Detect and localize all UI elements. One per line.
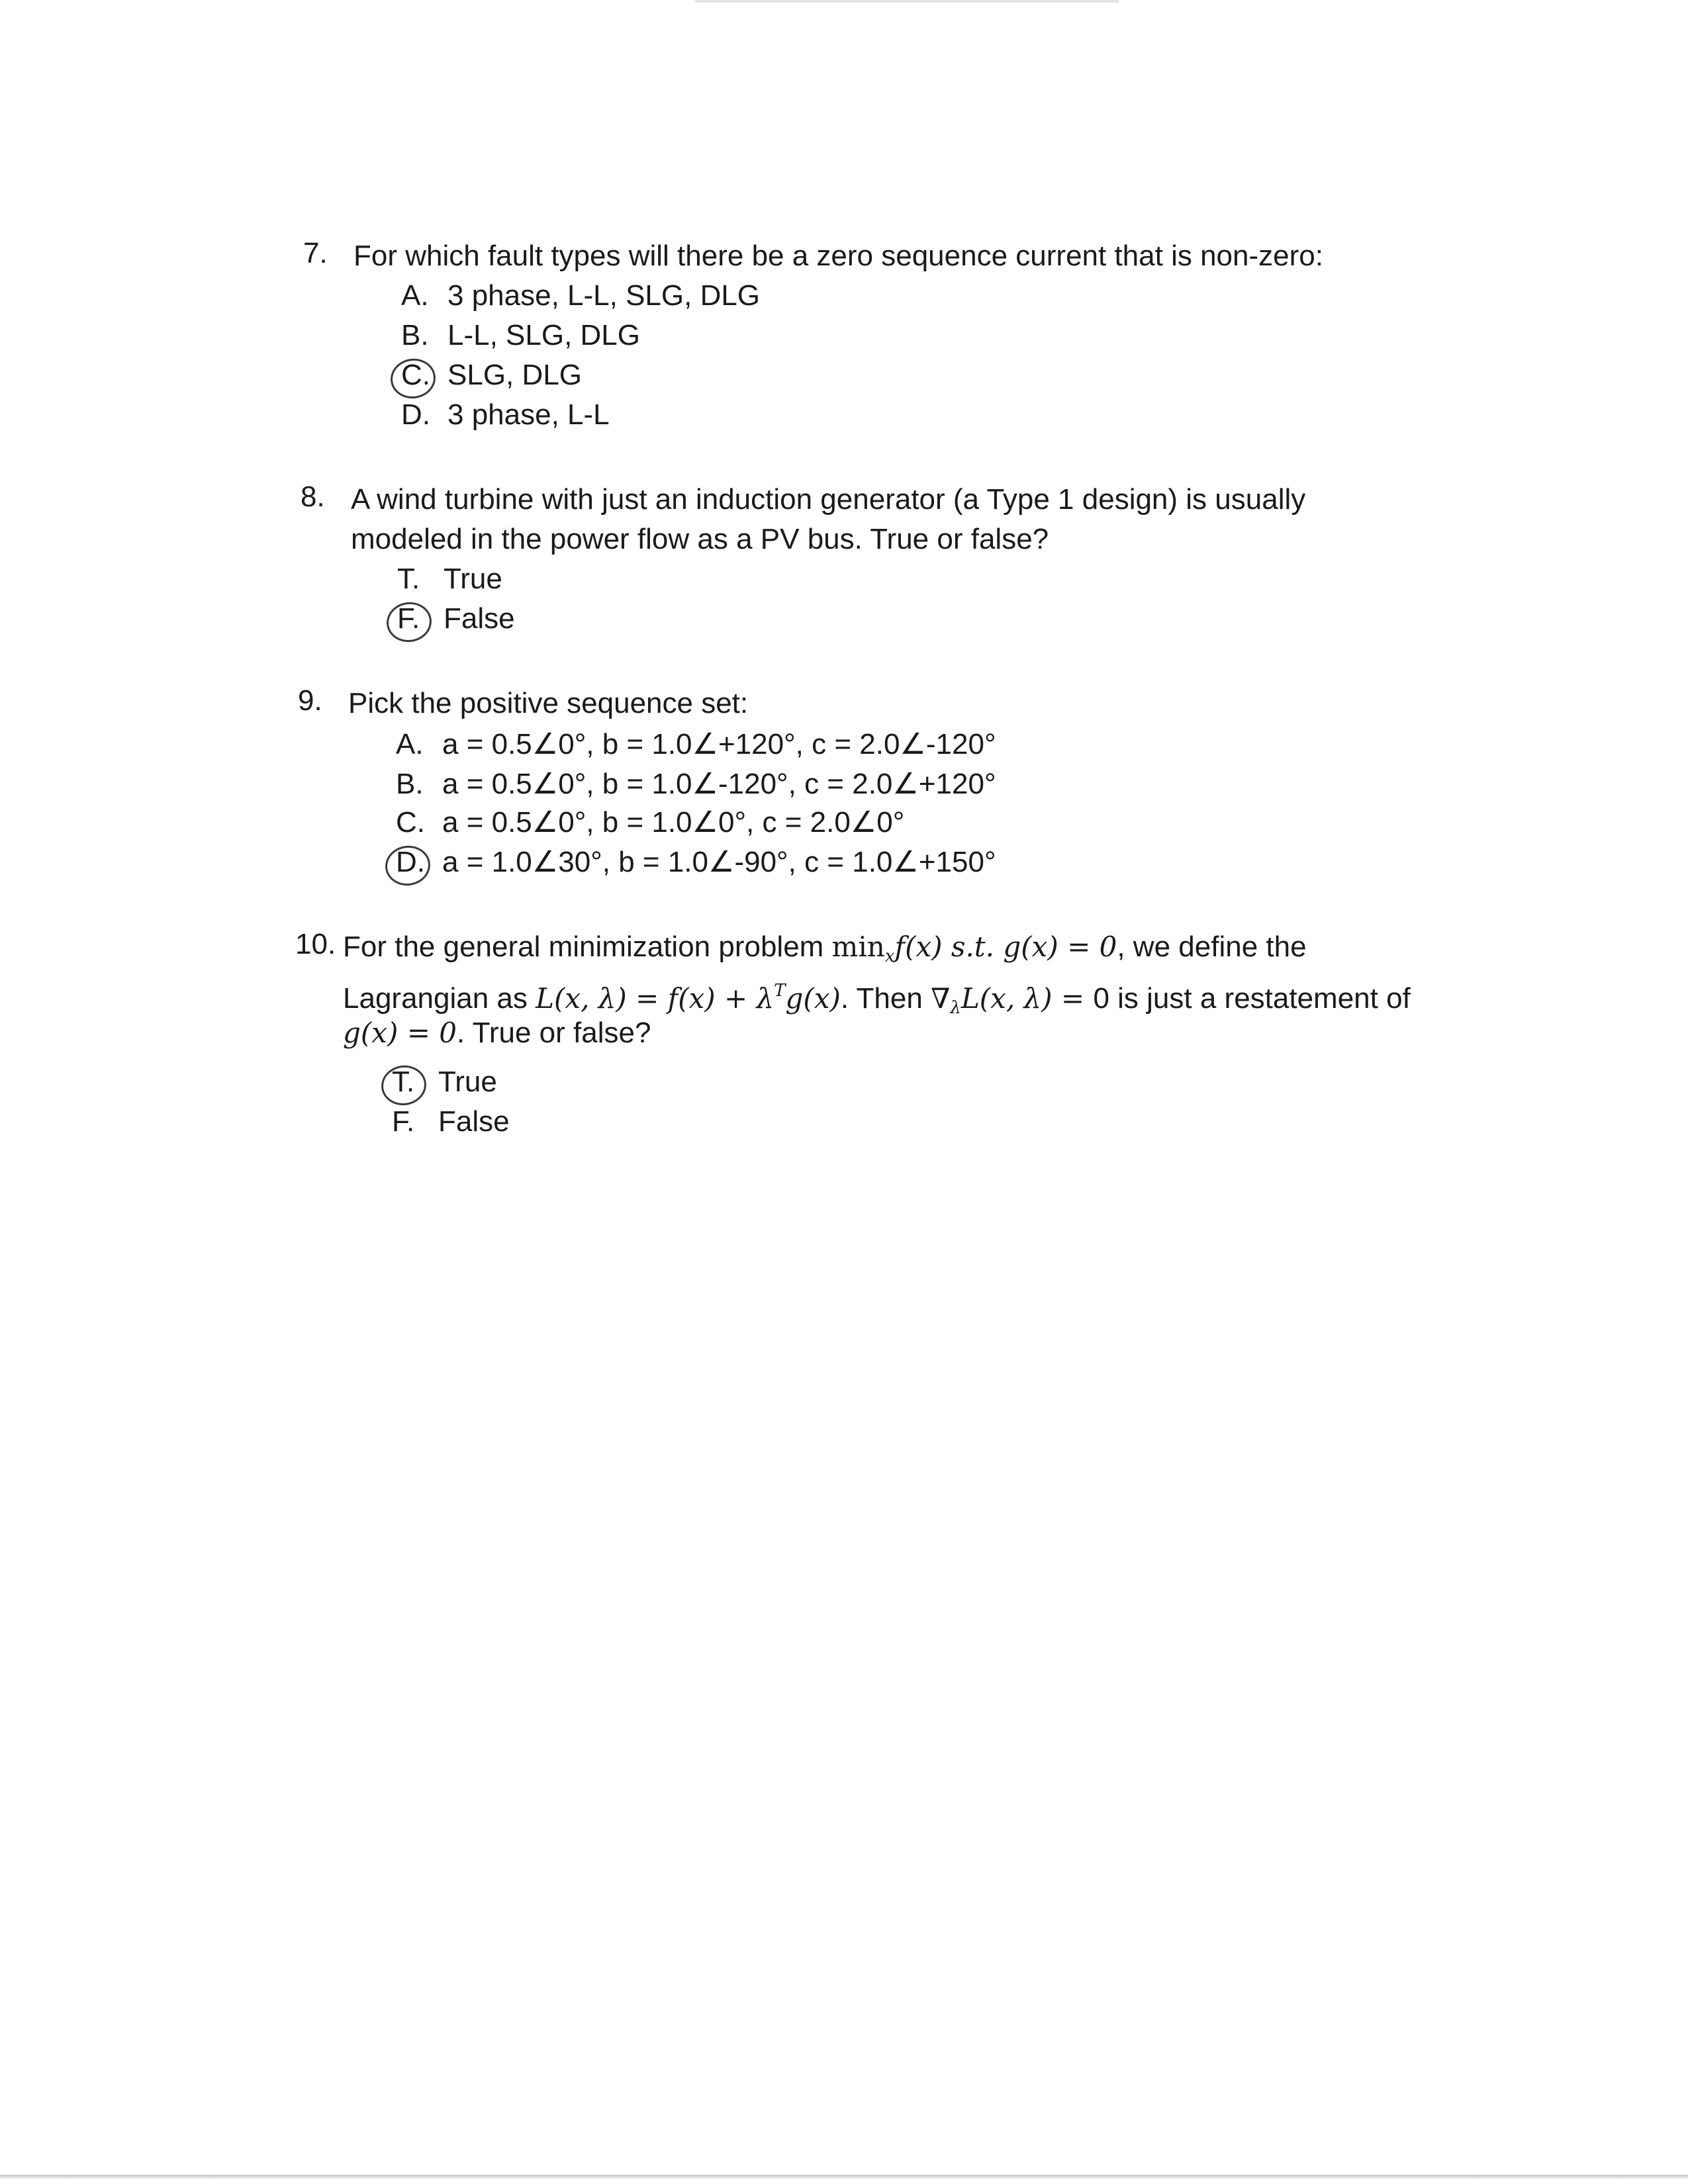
text-segment: . True or false?: [456, 1017, 651, 1049]
option-letter: B.: [401, 319, 429, 351]
question-text-line-3: [343, 1014, 651, 1052]
question-number: 8.: [301, 480, 325, 513]
math-min: min: [831, 931, 885, 963]
option-7c[interactable]: [401, 356, 582, 394]
math-gradient-subscript: λ: [950, 998, 961, 1018]
math-lagrangian-tail: g(x): [785, 982, 841, 1015]
option-letter: D.: [401, 398, 430, 431]
option-7a[interactable]: [401, 277, 760, 315]
option-text: False: [444, 602, 515, 635]
option-7d[interactable]: [401, 396, 610, 434]
scan-edge-bottom: [0, 2175, 1688, 2179]
option-letter: F.: [392, 1105, 415, 1138]
math-gradient-expression: L(x, λ) =: [961, 982, 1094, 1015]
math-restatement: g(x) = 0: [343, 1017, 457, 1049]
option-10f[interactable]: [392, 1103, 510, 1141]
option-text: a = 0.5∠0°, b = 1.0∠0°, c = 2.0∠0°: [442, 806, 905, 839]
option-letter: C.: [396, 806, 425, 839]
option-letter: C.: [401, 359, 430, 391]
text-segment: . Then: [840, 982, 931, 1015]
option-letter: B.: [396, 768, 424, 800]
option-9c[interactable]: [396, 803, 904, 842]
text-segment: is just a restatement of: [1109, 982, 1411, 1015]
question-text-line-1: A wind turbine with just an induction generator (a Type 1 design) is usually: [351, 483, 1306, 516]
option-text: L-L, SLG, DLG: [447, 319, 641, 351]
math-such-that: s.t.: [942, 931, 1004, 963]
question-number: 7.: [303, 237, 328, 269]
option-7b[interactable]: [401, 316, 640, 355]
option-text: SLG, DLG: [447, 359, 582, 391]
option-text: False: [438, 1105, 510, 1138]
math-transpose: T: [774, 981, 786, 1001]
option-letter: D.: [396, 846, 425, 878]
text-segment: For the general minimization problem: [343, 931, 832, 963]
question-number: 9.: [298, 684, 322, 717]
option-10t[interactable]: [392, 1063, 497, 1101]
text-segment: 0: [1093, 982, 1109, 1015]
option-9b[interactable]: [396, 765, 996, 803]
scan-edge-top: [695, 0, 1119, 3]
option-8t[interactable]: [397, 560, 502, 598]
option-letter: A.: [396, 728, 424, 760]
question-number: 10.: [295, 928, 336, 960]
math-lagrangian: L(x, λ) = f(x) + λ: [536, 982, 774, 1015]
option-text: a = 0.5∠0°, b = 1.0∠+120°, c = 2.0∠-120°: [442, 728, 996, 760]
option-8f[interactable]: [397, 600, 515, 638]
option-letter: A.: [401, 279, 429, 312]
question-text: Pick the positive sequence set:: [348, 687, 749, 719]
math-objective: f(x): [894, 931, 943, 963]
option-letter: T.: [397, 563, 420, 595]
text-segment: Lagrangian as: [343, 982, 536, 1015]
option-text: True: [438, 1066, 497, 1098]
option-9a[interactable]: [396, 725, 996, 764]
question-text: For which fault types will there be a zero sequence current that is non-zero:: [353, 240, 1323, 272]
option-text: 3 phase, L-L: [447, 398, 610, 431]
math-min-subscript: x: [884, 946, 895, 966]
text-segment: , we define the: [1117, 931, 1307, 963]
option-text: a = 1.0∠30°, b = 1.0∠-90°, c = 1.0∠+150°: [442, 846, 996, 878]
question-text-line-2: modeled in the power flow as a PV bus. True or false?: [351, 523, 1049, 555]
math-gradient: ∇: [931, 982, 951, 1015]
option-letter: F.: [397, 602, 420, 635]
question-text-line-1: [343, 928, 1307, 976]
option-text: a = 0.5∠0°, b = 1.0∠-120°, c = 2.0∠+120°: [442, 768, 996, 800]
option-text: True: [444, 563, 502, 595]
option-text: 3 phase, L-L, SLG, DLG: [447, 279, 761, 312]
math-constraint: g(x) = 0: [1003, 931, 1117, 963]
option-9d[interactable]: [396, 843, 996, 882]
option-letter: T.: [392, 1066, 415, 1098]
